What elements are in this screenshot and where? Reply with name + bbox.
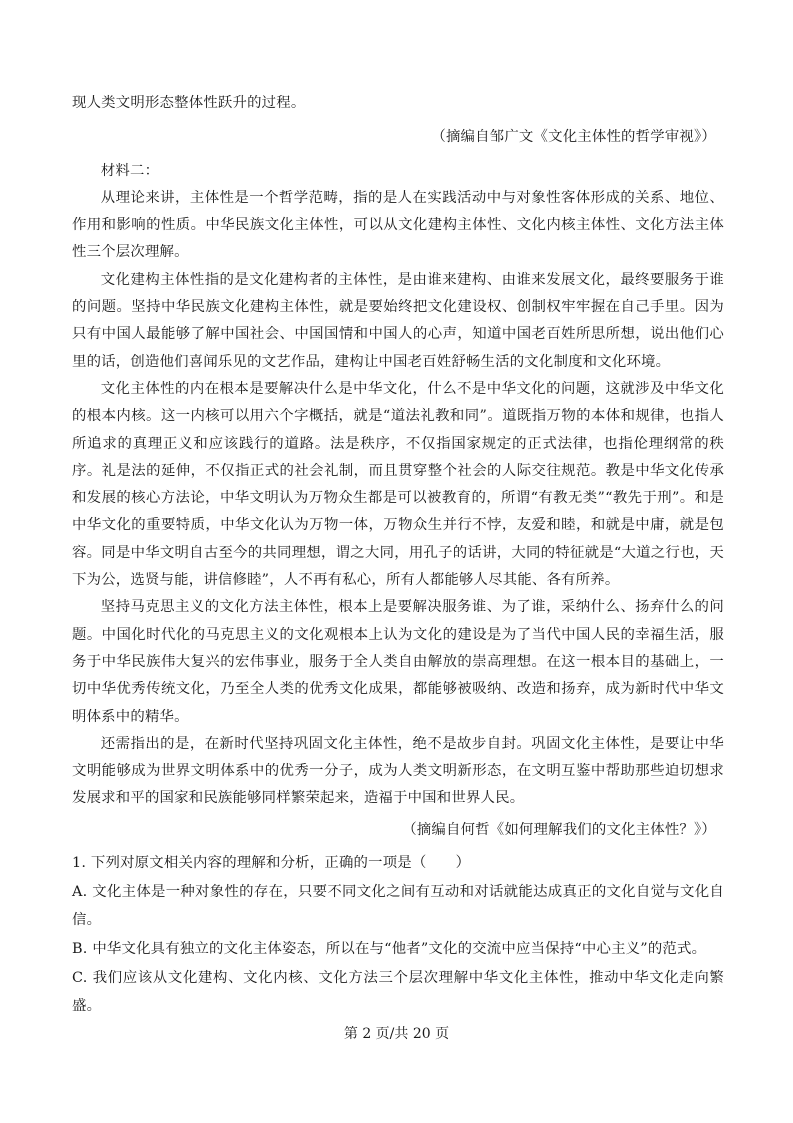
paragraph-continuation: 现人类文明形态整体性跃升的过程。: [72, 95, 306, 111]
question-1-option-b: B. 中华文化具有独立的文化主体姿态，所以在与“他者”文化的交流中应当保持“中心主义”的范式。: [72, 940, 707, 957]
document-page: [72, 90, 724, 1020]
question-1-option-c: C. 我们应该从文化建构、文化内核、文化方法三个层次理解中华文化主体性，推动中华文化走向繁盛。: [72, 970, 724, 1014]
paragraph-conclusion: 还需指出的是，在新时代坚持巩固文化主体性，绝不是故步自封。巩固文化主体性，是要让中华文明能够成为世界文明体系中的优秀一分子，成为人类文明新形态，在文明互鉴中帮助那些迫切想求发展求和平的国家和民族能够同样繁荣起来，造福于中国和世界人民。: [72, 735, 724, 807]
page-footer: 第 2 页/共 20 页: [343, 1026, 450, 1042]
paragraph-construction-subjectivity: 文化建构主体性指的是文化建构者的主体性，是由谁来建构、由谁来发展文化，最终要服务于谁的问题。坚持中华民族文化建构主体性，就是要始终把文化建设权、创制权牢牢握在自己手里。因为只有中国人最能够了解中国社会、中国国情和中国人的心声，知道中国老百姓所思所想，说出他们心里的话，创造他们喜闻乐见的文艺作品，建构让中国老百姓舒畅生活的文化制度和文化环境。: [72, 271, 724, 370]
paragraph-method-subjectivity: 坚持马克思主义的文化方法主体性，根本上是要解决服务谁、为了谁，采纳什么、扬弃什么的问题。中国化时代化的马克思主义的文化观根本上认为文化的建设是为了当代中国人民的幸福生活，服务于中华民族伟大复兴的宏伟事业，服务于全人类自由解放的崇高理想。在这一根本目的基础上，一切中华优秀传统文化，乃至全人类的优秀文化成果，都能够被吸纳、改造和扬弃，成为新时代中华文明体系中的精华。: [72, 599, 724, 725]
source-citation-1: （摘编自邹广文《文化主体性的哲学审视》）: [431, 129, 716, 146]
paragraph-subjectivity-definition: 从理论来讲，主体性是一个哲学范畴，指的是人在实践活动中与对象性客体形成的关系、地位、作用和影响的性质。中华民族文化主体性，可以从文化建构主体性、文化内核主体性、文化方法主体性三个层次理解。: [72, 189, 724, 261]
paragraph-core-subjectivity: 文化主体性的内在根本是要解决什么是中华文化，什么不是中华文化的问题，这就涉及中华文化的根本内核。这一内核可以用六个字概括，就是“道法礼教和同”。道既指万物的本体和规律，也指人所追求的真理正义和应该践行的道路。法是秩序，不仅指国家规定的正式法律，也指伦理纲常的秩序。礼是法的延伸，不仅指正式的社会礼制，而且贯穿整个社会的人际交往规范。教是中华文化传承和发展的核心方法论，中华文明认为万物众生都是可以被教育的，所谓“有教无类”“教先于刑”。和是中华文化的重要特质，中华文化认为万物一体，万物众生并行不悖，友爱和睦，和就是中庸，就是包容。同是中华文明自古至今的共同理想，谓之大同，用孔子的话讲，大同的特征就是“大道之行也，天下为公，选贤与能，讲信修睦”，人不再有私心，所有人都能够人尽其能、各有所养。: [72, 380, 724, 589]
material-2-label: 材料二：: [100, 162, 160, 179]
question-1-stem: 1. 下列对原文相关内容的理解和分析，正确的一项是（ ）: [72, 855, 471, 872]
question-1-option-a: A. 文化主体是一种对象性的存在，只要不同文化之间有互动和对话就能达成真正的文化自觉与文化自信。: [72, 884, 724, 928]
source-citation-2: （摘编自何哲《如何理解我们的文化主体性？》）: [402, 821, 716, 838]
